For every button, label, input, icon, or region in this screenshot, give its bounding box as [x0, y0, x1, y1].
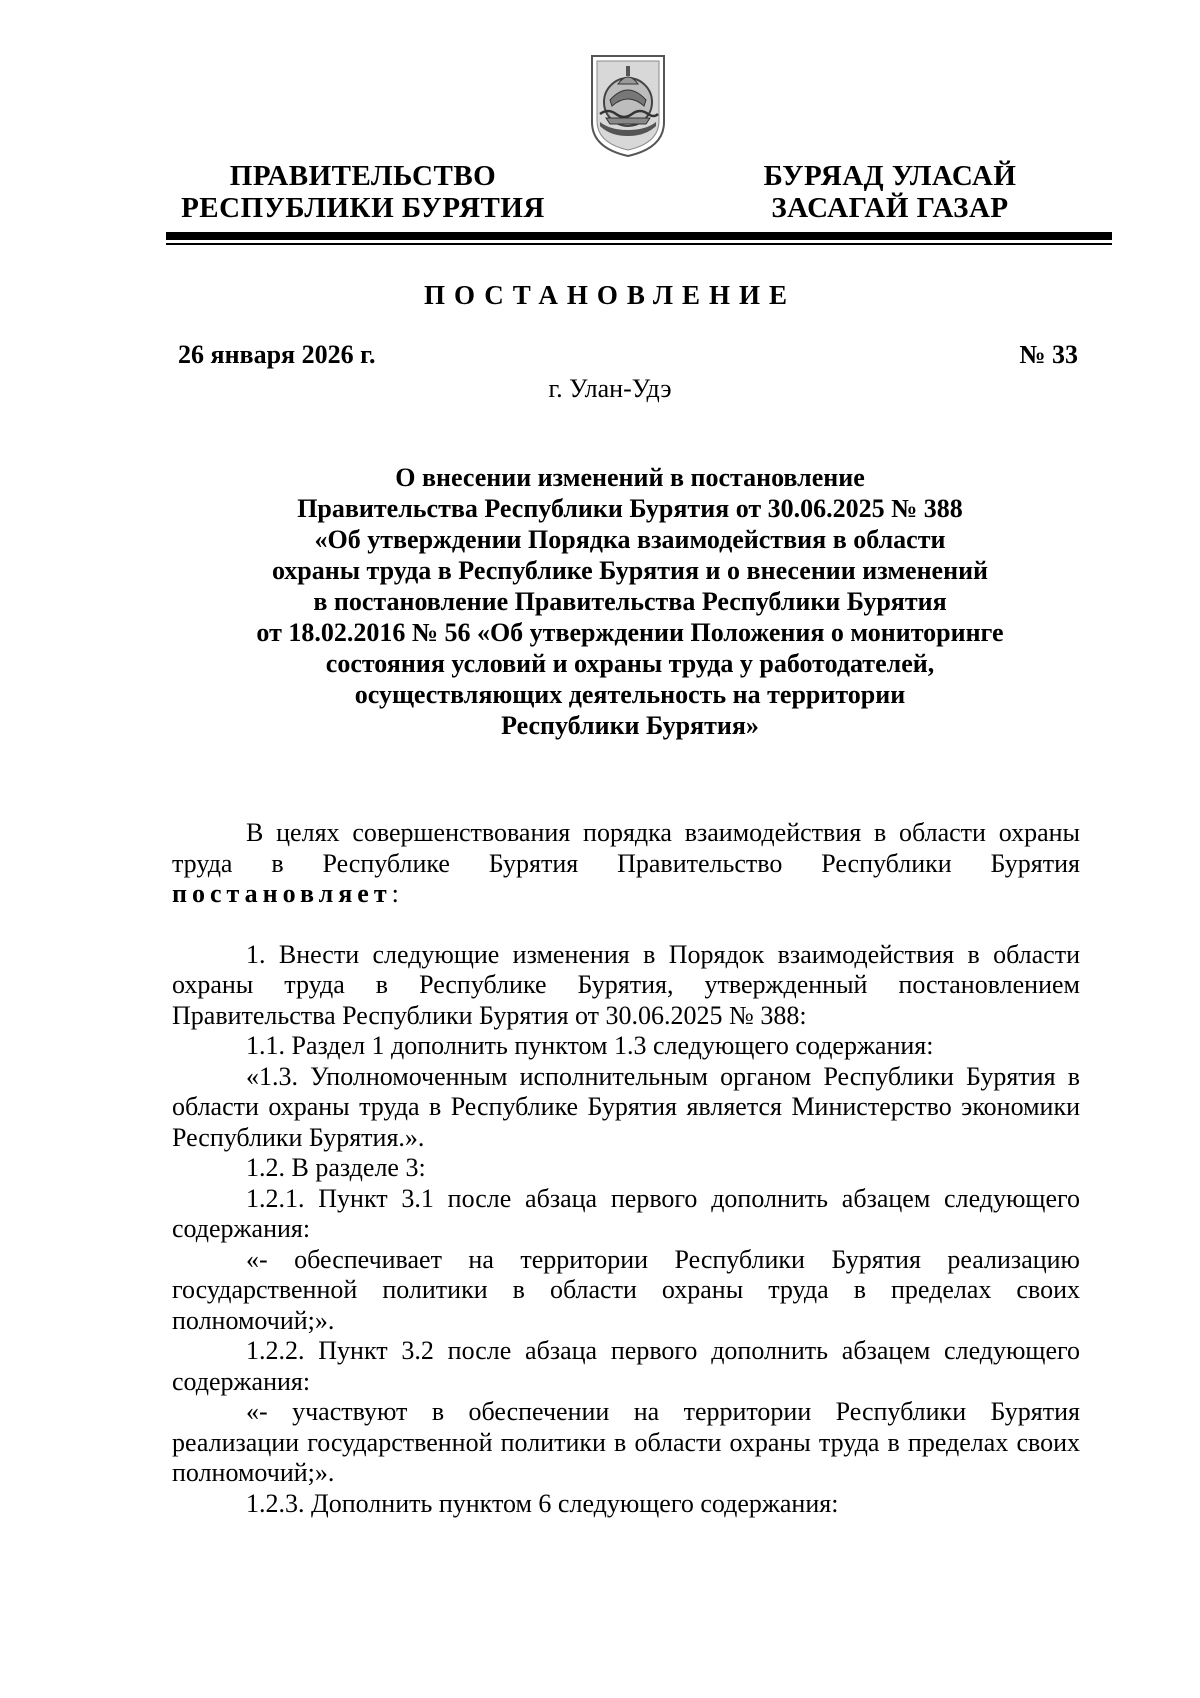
document-date: 26 января 2026 г.: [178, 340, 376, 369]
body-paragraph: 1.2.1. Пункт 3.1 после абзаца первого дополнить абзацем следующего содержания:: [172, 1183, 1080, 1243]
body-paragraph: «- участвуют в обеспечении на территории Республики Бурятия реализации государственной политики в области охраны труда в пределах своих полномочий;».: [172, 1397, 1080, 1487]
title-line: в постановление Правительства Республики Бурятия: [313, 587, 947, 616]
preamble-text: В целях совершенствования порядка взаимодействия в области охраны труда в Республике Бурятия Правительство Республики Бурятия: [172, 818, 1080, 878]
preamble-colon: :: [391, 879, 399, 908]
body-paragraph: «1.3. Уполномоченным исполнительным органом Республики Бурятия в области охраны труда в Республике Бурятия является Министерство экономики Республики Бурятия.».: [172, 1061, 1080, 1152]
title-line: охраны труда в Республике Бурятия и о внесении изменений: [271, 556, 989, 585]
header-divider-thick: [166, 232, 1112, 240]
government-name-buryat: [745, 160, 1035, 224]
body-paragraph: «- обеспечивает на территории Республики Бурятия реализацию государственной политики в области охраны труда в пределах своих полномочий;».: [172, 1244, 1080, 1335]
government-name-line2: РЕСПУБЛИКИ БУРЯТИЯ: [181, 192, 545, 224]
document-type: ПОСТАНОВЛЕНИЕ: [423, 280, 797, 310]
body-paragraph: 1.2.3. Дополнить пунктом 6 следующего содержания:: [246, 1488, 839, 1518]
government-name-buryat-line1: БУРЯАД УЛАСАЙ: [763, 160, 1017, 192]
resolves-word: постановляет: [172, 879, 392, 908]
government-name-russian: [178, 160, 548, 224]
title-line: Правительства Республики Бурятия от 30.06.2025 № 388: [297, 494, 963, 523]
title-line: Республики Бурятия»: [501, 711, 759, 740]
title-line: состояния условий и охраны труда у работодателей,: [325, 649, 935, 678]
title-line: от 18.02.2016 № 56 «Об утверждении Положения о мониторинге: [256, 618, 1004, 647]
body-paragraph: 1.2. В разделе 3:: [246, 1153, 426, 1182]
buryatia-coat-of-arms-icon: [588, 52, 668, 160]
body-paragraph: 1.2.2. Пункт 3.2 после абзаца первого дополнить абзацем следующего содержания:: [172, 1336, 1080, 1396]
preamble-paragraph: [172, 818, 1080, 910]
government-name-buryat-line2: ЗАСАГАЙ ГАЗАР: [771, 192, 1009, 224]
document-number: № 33: [1019, 340, 1078, 369]
title-line: осуществляющих деятельность на территории: [354, 680, 906, 709]
title-line: О внесении изменений в постановление: [395, 463, 865, 492]
body-paragraph: 1.1. Раздел 1 дополнить пунктом 1.3 следующего содержания:: [246, 1031, 934, 1060]
document-title: [190, 462, 1070, 741]
body-paragraph: 1. Внести следующие изменения в Порядок взаимодействия в области охраны труда в Республике Бурятия, утвержденный постановлением Правительства Республики Бурятия от 30.06.2025 № 388:: [172, 939, 1080, 1030]
title-line: «Об утверждении Порядка взаимодействия в области: [314, 525, 946, 554]
government-name-line1: ПРАВИТЕЛЬСТВО: [229, 160, 497, 192]
document-body: [172, 818, 1080, 1519]
header-divider-thin: [166, 243, 1112, 245]
document-city: г. Улан-Удэ: [548, 374, 672, 403]
